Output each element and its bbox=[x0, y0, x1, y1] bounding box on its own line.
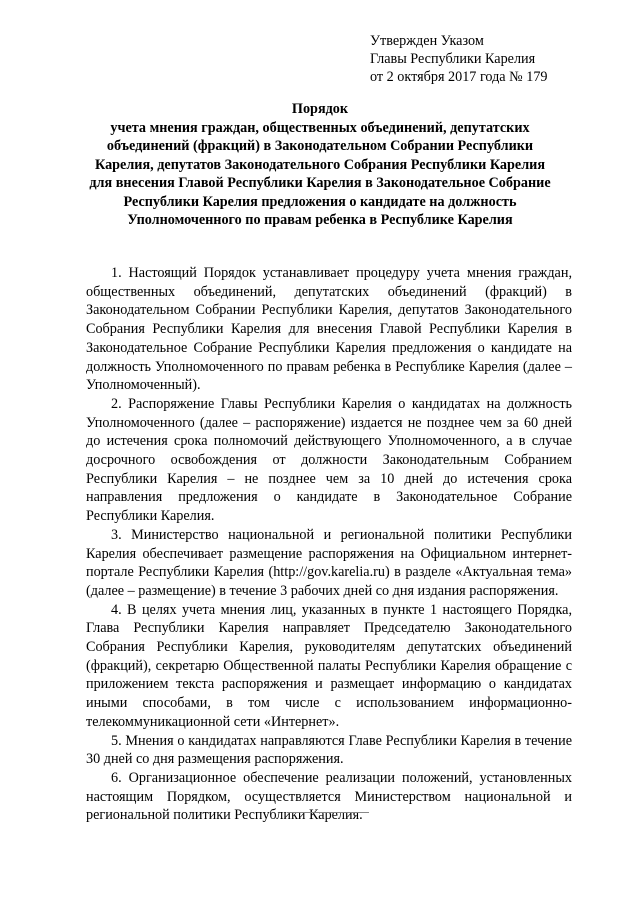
paragraph-3: 3. Министерство национальной и региональной политики Республики Карелия обеспечивает размещение распоряжения на Официальном интернет-портале Республики Карелия (http://gov.karelia.ru) в разделе «Актуальная тема» (далее – размещение) в течение 3 рабочих дней со дня издания распоряжения. bbox=[86, 526, 572, 599]
title-heading: Порядок bbox=[291, 101, 349, 117]
approval-line-1: Утвержден Указом bbox=[370, 33, 484, 49]
approval-stamp bbox=[370, 32, 548, 86]
title-subtitle: учета мнения граждан, общественных объединений, депутатских объединений (фракций) в Законодательном Собрании Республики Карелия, депутатов Законодательного Собрания Республики Карелия для внесения Главой Республики Карелия в Законодательное Собрание Республики Карелия предложения о кандидате на должность Уполномоченного по правам ребенка в Республике Карелия bbox=[89, 119, 551, 228]
paragraph-2: 2. Распоряжение Главы Республики Карелия о кандидатах на должность Уполномоченного (далее – распоряжение) издается не позднее чем за 60 дней до истечения срока полномочий действующего Уполномоченного, а в случае досрочного освобождения от должности Законодательным Собранием Республики Карелия – не позднее чем за 10 дней до истечения срока направления предложения о кандидате в Законодательное Собрание Республики Карелия. bbox=[86, 395, 572, 525]
approval-line-3: от 2 октября 2017 года № 179 bbox=[370, 69, 548, 85]
end-separator-line bbox=[287, 812, 369, 813]
paragraph-6: 6. Организационное обеспечение реализации положений, установленных настоящим Порядком, осуществляется Министерством национальной и региональной политики Республики Карелия. bbox=[86, 769, 572, 824]
paragraph-5: 5. Мнения о кандидатах направляются Главе Республики Карелия в течение 30 дней со дня размещения распоряжения. bbox=[86, 732, 572, 768]
approval-line-2: Главы Республики Карелия bbox=[370, 51, 536, 67]
paragraph-4: 4. В целях учета мнения лиц, указанных в пункте 1 настоящего Порядка, Глава Республики Карелия направляет Председателю Законодательного Собрания Республики Карелия, руководителям депутатских объединений (фракций), секретарю Общественной палаты Республики Карелия обращение с приложением текста распоряжения и размещает информацию о кандидатах иными способами, в том числе с использованием информационно-телекоммуникационной сети «Интернет». bbox=[86, 601, 572, 730]
document-title bbox=[86, 100, 554, 230]
paragraph-1: 1. Настоящий Порядок устанавливает процедуру учета мнения граждан, общественных объединений, депутатских объединений (фракций) в Законодательном Собрании Республики Карелия, депутатов Законодательного Собрания Республики Карелия для внесения Главой Республики Карелия в Законодательное Собрание Республики Карелия предложения о кандидате на должность Уполномоченного по правам ребенка в Республике Карелия (далее – Уполномоченный). bbox=[86, 265, 572, 394]
document-body bbox=[86, 264, 572, 825]
